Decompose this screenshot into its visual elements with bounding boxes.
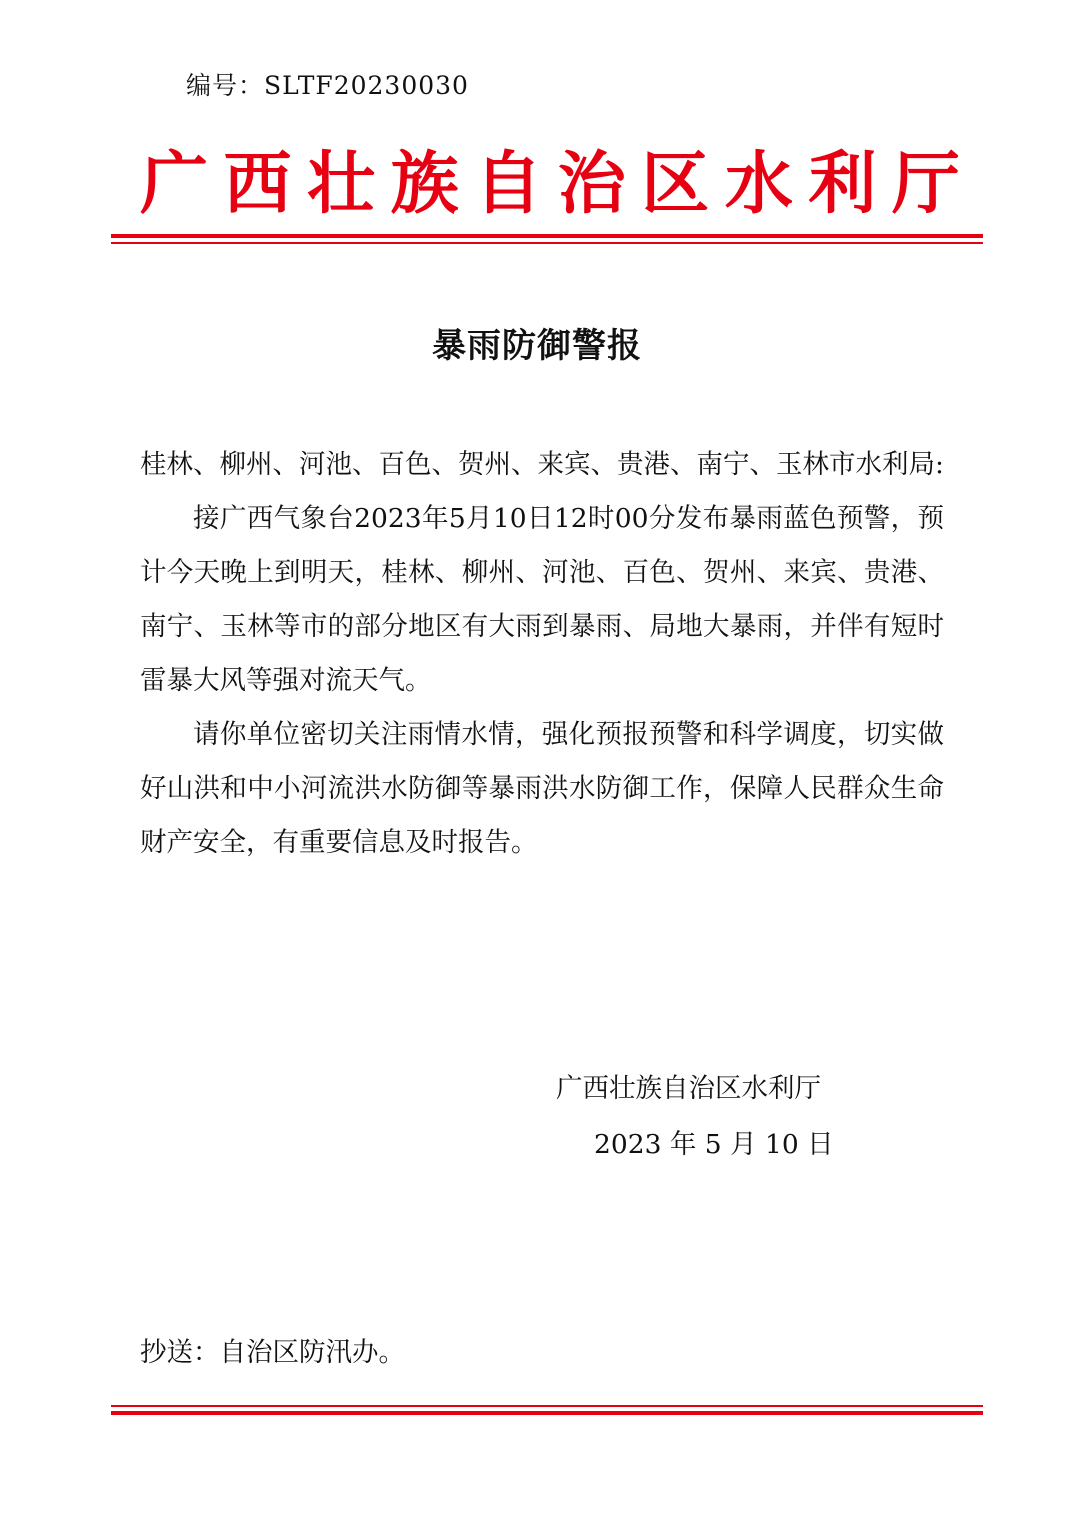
org-title-char: 壮 — [307, 145, 376, 224]
org-title-char: 广 — [140, 145, 209, 224]
footer-divider-thick — [111, 1411, 983, 1415]
document-title: 暴雨防御警报 — [432, 326, 642, 366]
body-paragraph: 请你单位密切关注雨情水情，强化预报预警和科学调度，切实做好山洪和中小河流洪水防御等暴雨洪水防御工作，保障人民群众生命财产安全，有重要信息及时报告。 — [140, 719, 944, 858]
recipients-line: 桂林、柳州、河池、百色、贺州、来宾、贵港、南宁、玉林市水利局: — [140, 449, 944, 480]
document-body — [140, 438, 944, 870]
org-title-char: 族 — [390, 145, 459, 224]
org-title-char: 自 — [474, 145, 543, 224]
signature-date: 2023 年 5 月 10 日 — [594, 1129, 834, 1160]
org-title-char: 治 — [557, 145, 626, 224]
signature-organization: 广西壮族自治区水利厅 — [556, 1073, 821, 1104]
issuing-authority-title — [140, 140, 960, 230]
org-title-char: 厅 — [891, 145, 960, 224]
document-number: 编号：SLTF20230030 — [186, 71, 469, 100]
header-divider-thick — [111, 234, 983, 238]
header-divider-thin — [111, 242, 983, 244]
footer-divider-thin — [111, 1405, 983, 1407]
org-title-char: 水 — [724, 145, 793, 224]
org-title-char: 西 — [223, 145, 292, 224]
org-title-char: 利 — [808, 145, 877, 224]
cc-line: 抄送：自治区防汛办。 — [140, 1337, 405, 1368]
body-paragraph: 接广西气象台2023年5月10日12时00分发布暴雨蓝色预警，预计今天晚上到明天，桂林、柳州、河池、百色、贺州、来宾、贵港、南宁、玉林等市的部分地区有大雨到暴雨、局地大暴雨，并伴有短时雷暴大风等强对流天气。 — [140, 503, 944, 696]
org-title-char: 区 — [641, 145, 710, 224]
